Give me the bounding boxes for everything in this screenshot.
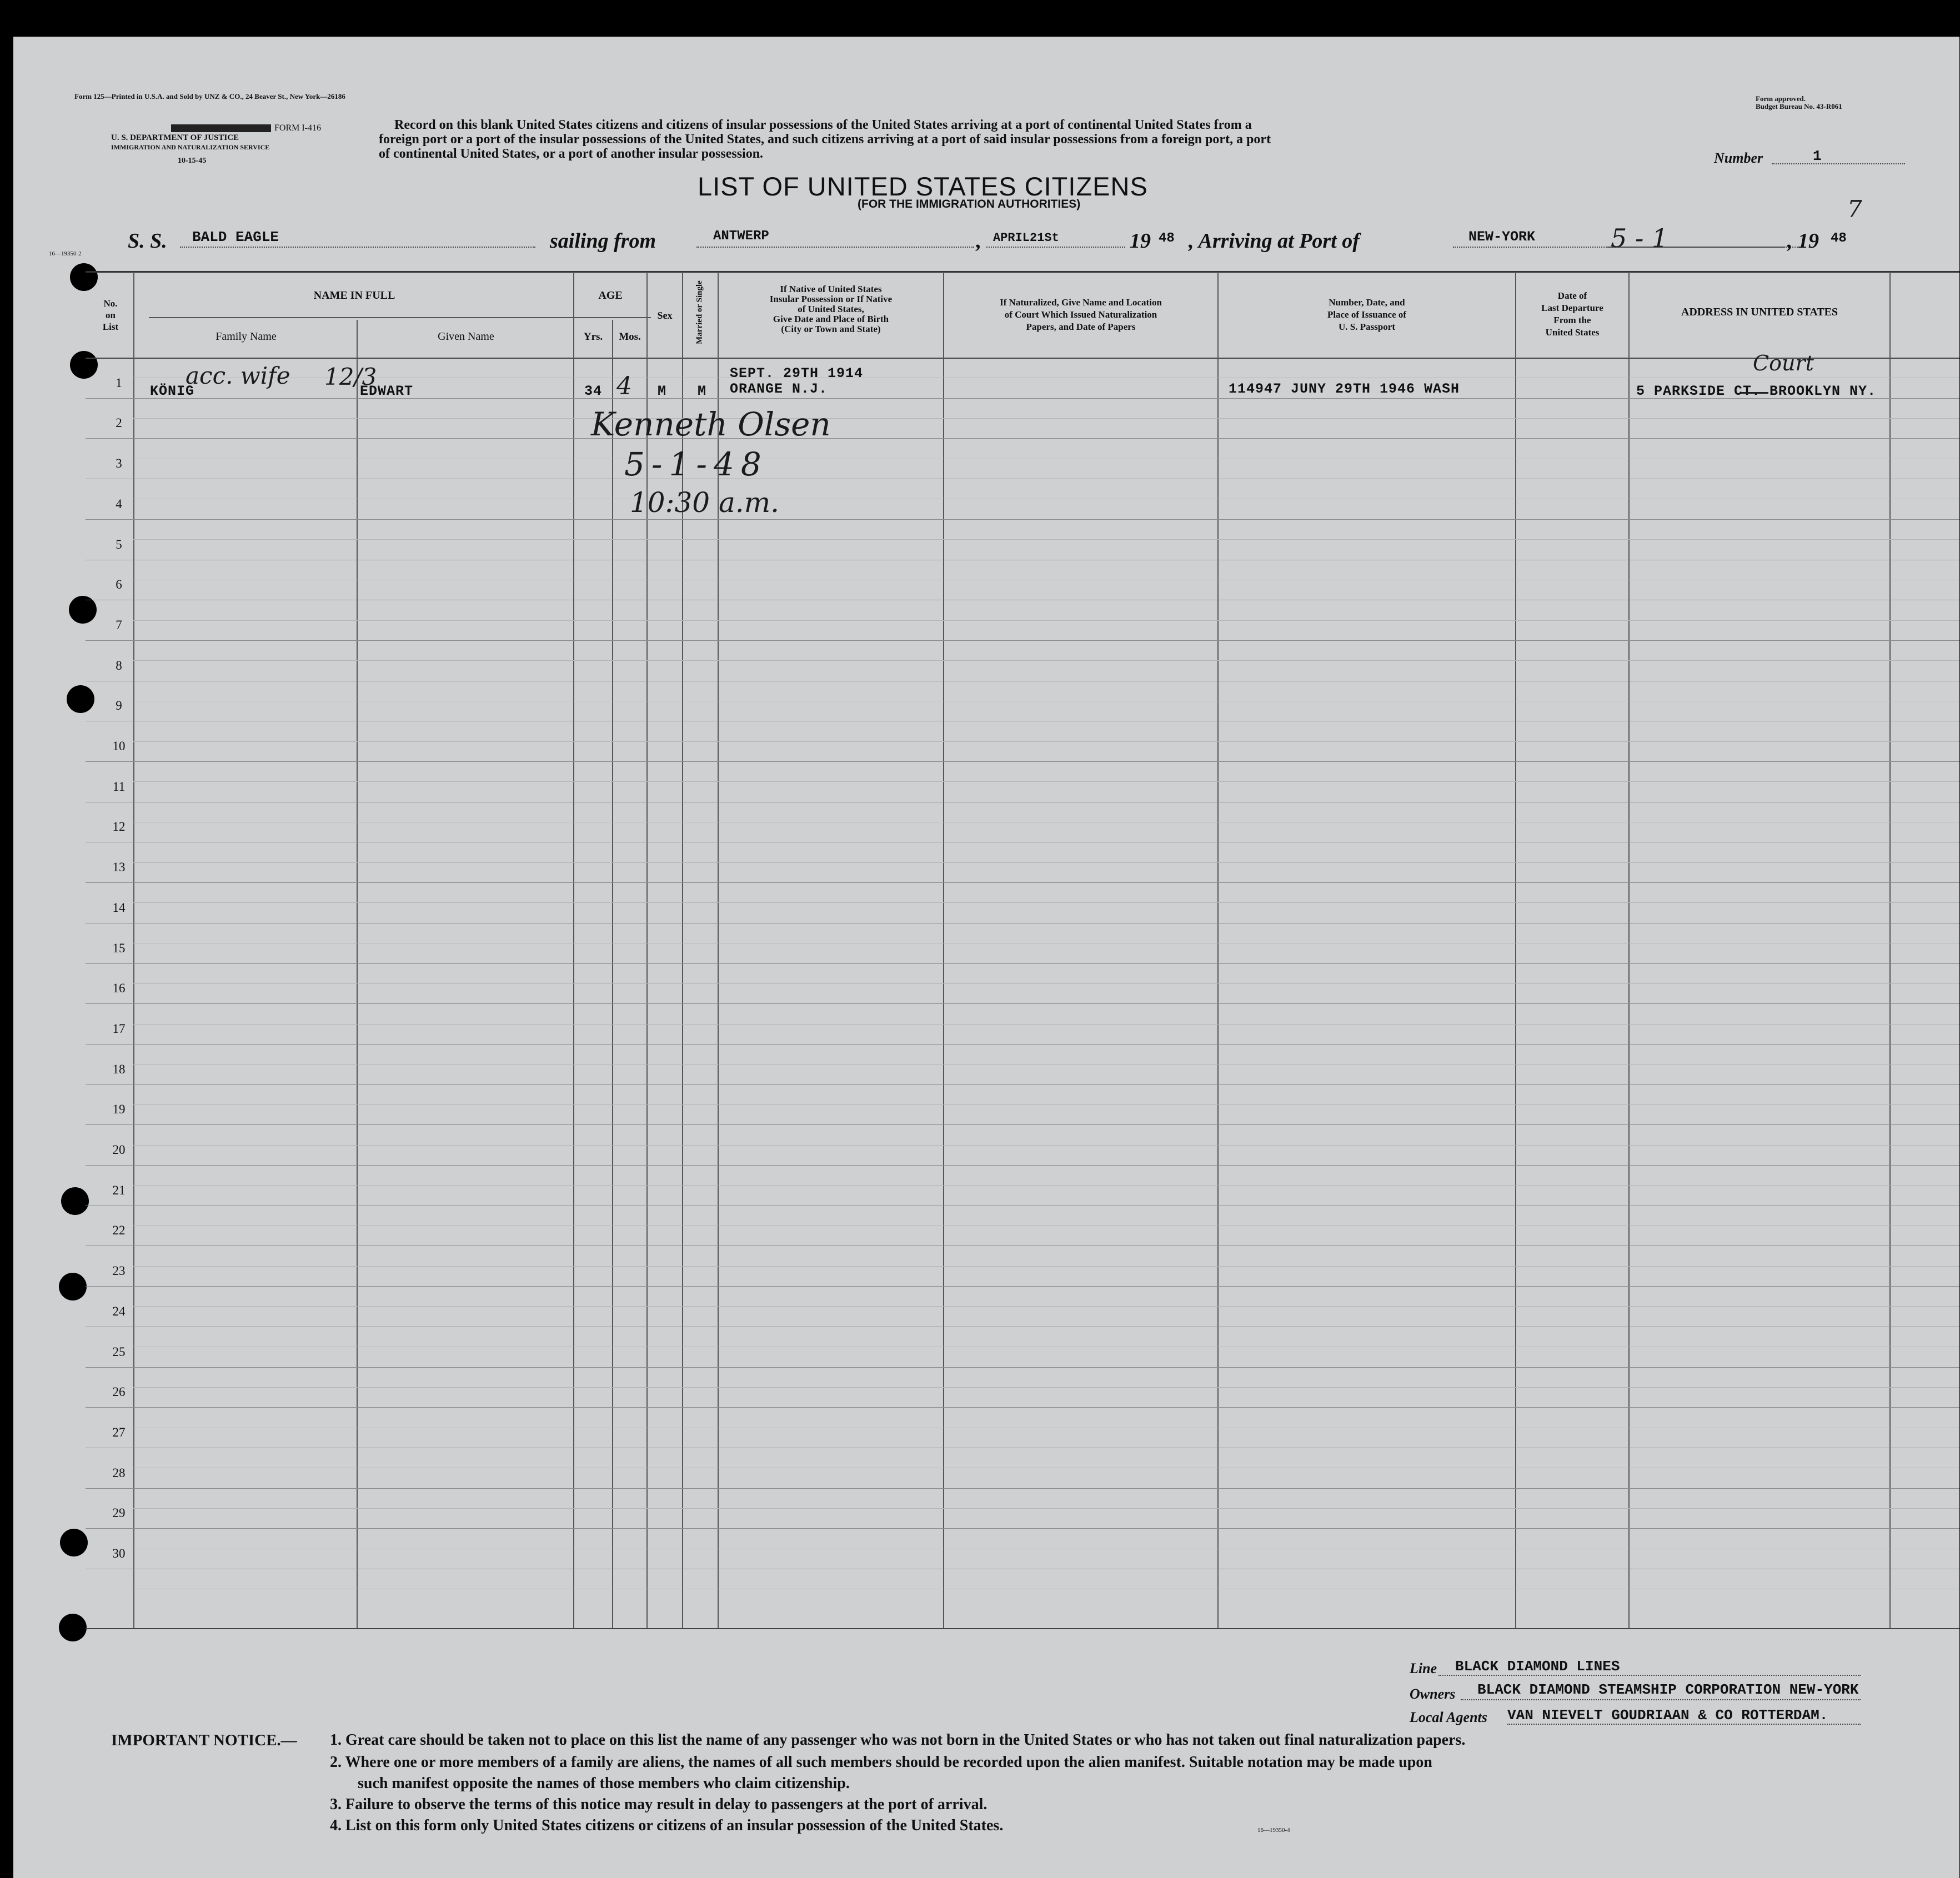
row-subrule bbox=[133, 1104, 1959, 1105]
row-rule bbox=[86, 1367, 1959, 1368]
notice-item-1: 1. Great care should be taken not to place on this list the name of any passenger who was not born in the United States or who has not taken out final naturalization papers. bbox=[330, 1731, 1466, 1749]
comma: , bbox=[975, 229, 981, 253]
col-header-last-departure-line: Date of bbox=[1557, 290, 1587, 301]
table-top-rule bbox=[86, 271, 1959, 273]
agents-label: Local Agents bbox=[1410, 1709, 1487, 1725]
row-number: 4 bbox=[116, 496, 122, 511]
col-header-passport bbox=[1219, 297, 1515, 333]
row-number: 2 bbox=[116, 416, 122, 430]
col-header-passport-line: U. S. Passport bbox=[1338, 322, 1395, 332]
inspection-time: 10:30 a.m. bbox=[630, 486, 779, 519]
row-number: 5 bbox=[116, 537, 122, 551]
row-number: 15 bbox=[112, 941, 126, 955]
owners-dots bbox=[1461, 1699, 1861, 1700]
row-number: 24 bbox=[112, 1304, 126, 1318]
col-header-passport-line: Number, Date, and bbox=[1329, 297, 1405, 308]
col-header-native-line: Give Date and Place of Birth bbox=[773, 314, 889, 324]
inspection-date: 5-1-48 bbox=[624, 445, 768, 483]
department-name: U. S. DEPARTMENT OF JUSTICE bbox=[111, 133, 239, 142]
row-subrule bbox=[133, 1024, 1959, 1025]
row-number: 10 bbox=[112, 739, 126, 753]
row-rule bbox=[86, 1165, 1959, 1166]
strike-through bbox=[1741, 392, 1768, 394]
col-divider bbox=[1515, 272, 1516, 1628]
row-number: 28 bbox=[112, 1465, 126, 1480]
row-subrule bbox=[133, 418, 1959, 419]
col-divider bbox=[1628, 272, 1630, 1628]
row-number: 16 bbox=[112, 981, 126, 996]
row-number: 9 bbox=[116, 699, 122, 713]
col-header-family-name: Family Name bbox=[215, 330, 277, 343]
owners-value: BLACK DIAMOND STEAMSHIP CORPORATION NEW-YORK bbox=[1477, 1681, 1859, 1698]
row-subrule bbox=[133, 983, 1959, 984]
col-header-given-name: Given Name bbox=[438, 330, 494, 343]
row-number: 17 bbox=[112, 1021, 126, 1036]
col-header-address: ADDRESS IN UNITED STATES bbox=[1681, 306, 1838, 318]
handwritten-fraction: 12/3 bbox=[324, 363, 377, 390]
page-subtitle: (FOR THE IMMIGRATION AUTHORITIES) bbox=[858, 198, 1081, 210]
form-date: 10-15-45 bbox=[178, 157, 207, 165]
col-header-last-departure bbox=[1516, 290, 1628, 339]
passenger-birth-place: ORANGE N.J. bbox=[730, 381, 828, 397]
row-number: 1 bbox=[116, 375, 122, 390]
passenger-birth-date: SEPT. 29TH 1914 bbox=[730, 365, 864, 381]
row-number: 18 bbox=[112, 1062, 126, 1076]
corner-mark: 7 bbox=[1847, 195, 1862, 223]
line-dots bbox=[1438, 1675, 1861, 1676]
instruction-line-2: foreign port or a port of the insular possessions of the United States, and such citizens arriving at a port of said insular possessions from a foreign port, a port bbox=[379, 132, 1271, 147]
handwritten-annotation: acc. wife bbox=[186, 362, 290, 389]
row-rule bbox=[86, 1286, 1959, 1287]
date-line bbox=[986, 247, 1125, 248]
col-header-naturalized bbox=[944, 297, 1217, 333]
col-header-name-in-full: NAME IN FULL bbox=[313, 289, 395, 302]
passenger-address: 5 PARKSIDE CT. BROOKLYN NY. bbox=[1636, 383, 1877, 399]
owners-label: Owners bbox=[1410, 1686, 1456, 1702]
col-header-age: AGE bbox=[598, 289, 623, 302]
arrival-year-prefix: , 19 bbox=[1787, 229, 1819, 253]
row-number: 12 bbox=[112, 820, 126, 834]
row-number: 7 bbox=[116, 617, 122, 632]
passenger-sex: M bbox=[658, 383, 667, 399]
header-rule bbox=[86, 358, 1959, 359]
age-subheader-rule bbox=[573, 317, 651, 318]
row-subrule bbox=[133, 862, 1959, 863]
col-header-last-departure-line: From the bbox=[1553, 315, 1591, 325]
col-header-no-line: on bbox=[106, 310, 116, 320]
page-title: LIST OF UNITED STATES CITIZENS bbox=[698, 172, 1148, 201]
row-number: 22 bbox=[112, 1223, 126, 1238]
row-subrule bbox=[133, 781, 1959, 782]
col-header-native-line: Insular Possession or If Native bbox=[769, 294, 893, 304]
number-label: Number bbox=[1714, 150, 1763, 166]
col-header-passport-line: Place of Issuance of bbox=[1327, 309, 1407, 320]
number-value: 1 bbox=[1813, 148, 1822, 164]
ship-line bbox=[180, 247, 535, 248]
row-rule bbox=[86, 1124, 1959, 1125]
arrival-date-line bbox=[1607, 247, 1785, 248]
arrival-year-prefix-text: 19 bbox=[1798, 229, 1819, 253]
col-header-last-departure-line: Last Departure bbox=[1541, 303, 1603, 313]
passenger-age-years: 34 bbox=[584, 383, 603, 399]
col-divider bbox=[1889, 272, 1891, 1628]
row-rule bbox=[86, 1488, 1959, 1489]
row-number: 27 bbox=[112, 1425, 126, 1439]
number-line bbox=[1772, 163, 1905, 164]
row-number: 11 bbox=[112, 779, 126, 794]
row-number: 21 bbox=[112, 1183, 126, 1197]
col-divider bbox=[943, 272, 944, 1628]
row-rule bbox=[86, 1003, 1959, 1004]
instruction-line-3: of continental United States, or a port of another insular possession. bbox=[379, 147, 764, 161]
notice-label: IMPORTANT NOTICE.— bbox=[111, 1731, 297, 1749]
row-number: 6 bbox=[116, 578, 122, 592]
row-subrule bbox=[133, 660, 1959, 661]
inspector-signature: Kenneth Olsen bbox=[591, 405, 831, 443]
col-header-married-single: Married or Single bbox=[695, 280, 704, 344]
row-number: 25 bbox=[112, 1344, 126, 1359]
approval-note: Form approved. bbox=[1756, 94, 1806, 103]
col-header-last-departure-line: United States bbox=[1545, 327, 1600, 338]
col-header-naturalized-line: of Court Which Issued Naturalization bbox=[1004, 309, 1157, 320]
arrival-date: 5 - 1 bbox=[1611, 223, 1668, 253]
row-subrule bbox=[133, 620, 1959, 621]
row-subrule bbox=[133, 1145, 1959, 1146]
depart-year: 48 bbox=[1159, 231, 1175, 246]
table-bottom-rule bbox=[86, 1628, 1959, 1629]
col-header-yrs: Yrs. bbox=[583, 331, 603, 343]
punch-hole bbox=[59, 1273, 87, 1300]
row-rule bbox=[86, 519, 1959, 520]
notice-item-3: 3. Failure to observe the terms of this notice may result in delay to passengers at the port of arrival. bbox=[330, 1796, 987, 1813]
printer-line: Form 125—Printed in U.S.A. and Sold by UNZ & CO., 24 Beaver St., New York—26186 bbox=[74, 92, 345, 101]
row-number: 8 bbox=[116, 658, 122, 672]
row-rule bbox=[86, 1407, 1959, 1408]
from-port: ANTWERP bbox=[713, 229, 769, 244]
row-rule bbox=[86, 438, 1959, 439]
manifest-sheet bbox=[13, 37, 1959, 1878]
line-value: BLACK DIAMOND LINES bbox=[1455, 1658, 1620, 1675]
form-code-bottom: 16—19350-4 bbox=[1257, 1827, 1290, 1834]
row-number: 20 bbox=[112, 1143, 126, 1157]
row-number: 3 bbox=[116, 456, 122, 471]
line-label: Line bbox=[1410, 1660, 1437, 1676]
row-subrule bbox=[133, 1185, 1959, 1186]
punch-hole bbox=[70, 263, 98, 291]
row-rule bbox=[86, 1528, 1959, 1529]
form-number: FORM I-416 bbox=[274, 123, 322, 133]
arrival-port: NEW-YORK bbox=[1468, 229, 1536, 245]
handwritten-months: 4 bbox=[616, 372, 632, 400]
form-code-side: 16—19350-2 bbox=[49, 250, 82, 257]
row-subrule bbox=[133, 1387, 1959, 1388]
from-line bbox=[696, 247, 974, 248]
punch-hole bbox=[61, 1187, 89, 1215]
col-header-no-line: List bbox=[102, 322, 119, 332]
handwritten-court: Court bbox=[1753, 351, 1814, 375]
passenger-marital-status: M bbox=[698, 383, 707, 399]
row-number: 30 bbox=[112, 1546, 126, 1560]
sailing-label: sailing from bbox=[550, 229, 656, 253]
row-number: 29 bbox=[112, 1506, 126, 1520]
arriving-label-text: Arriving at Port of bbox=[1198, 229, 1360, 253]
row-rule bbox=[86, 640, 1959, 641]
row-subrule bbox=[133, 741, 1959, 742]
punch-hole bbox=[70, 351, 98, 379]
budget-bureau-no: Budget Bureau No. 43-R061 bbox=[1756, 102, 1842, 111]
row-rule bbox=[86, 1084, 1959, 1085]
notice-item-4: 4. List on this form only United States citizens or citizens of an insular possession of the United States. bbox=[330, 1817, 1004, 1834]
notice-item-2: 2. Where one or more members of a family are aliens, the names of all such members should be recorded upon the alien manifest. Suitable notation may be made upon bbox=[330, 1754, 1432, 1771]
arrival-year: 48 bbox=[1831, 231, 1847, 246]
passenger-passport: 114947 JUNY 29TH 1946 WASH bbox=[1229, 381, 1460, 397]
punch-hole bbox=[67, 685, 94, 713]
row-subrule bbox=[133, 902, 1959, 903]
col-header-sex: Sex bbox=[657, 310, 673, 321]
col-divider bbox=[1217, 272, 1219, 1628]
row-subrule bbox=[133, 1306, 1959, 1307]
row-subrule bbox=[133, 539, 1959, 540]
row-number: 14 bbox=[112, 900, 126, 915]
col-divider bbox=[573, 272, 574, 1628]
col-header-native-line: (City or Town and State) bbox=[781, 324, 881, 334]
agents-value: VAN NIEVELT GOUDRIAAN & CO ROTTERDAM. bbox=[1507, 1707, 1828, 1724]
redacted-stamp bbox=[171, 124, 271, 132]
ship-name: BALD EAGLE bbox=[192, 229, 279, 245]
arriving-label: , Arriving at Port of bbox=[1189, 229, 1360, 253]
row-number: 26 bbox=[112, 1385, 126, 1399]
depart-date: APRIL21St bbox=[993, 231, 1059, 245]
row-rule bbox=[86, 761, 1959, 762]
service-name: IMMIGRATION AND NATURALIZATION SERVICE bbox=[111, 143, 270, 151]
row-number: 13 bbox=[112, 860, 126, 875]
row-rule bbox=[86, 963, 1959, 964]
col-header-naturalized-line: Papers, and Date of Papers bbox=[1026, 322, 1136, 332]
col-divider bbox=[612, 320, 613, 1628]
agents-dots bbox=[1507, 1724, 1861, 1725]
col-header-native bbox=[719, 284, 943, 334]
row-rule bbox=[86, 1044, 1959, 1045]
depart-year-prefix: 19 bbox=[1130, 229, 1151, 253]
row-rule bbox=[86, 882, 1959, 883]
col-header-no-line: No. bbox=[103, 298, 118, 309]
row-number: 19 bbox=[112, 1102, 126, 1117]
col-header-no bbox=[91, 298, 130, 333]
name-subheader-rule bbox=[149, 317, 587, 318]
col-divider bbox=[357, 320, 358, 1628]
col-header-naturalized-line: If Naturalized, Give Name and Location bbox=[1000, 297, 1162, 308]
notice-item-2-cont: such manifest opposite the names of those members who claim citizenship. bbox=[358, 1775, 850, 1792]
ss-label: S. S. bbox=[128, 229, 167, 253]
punch-hole bbox=[59, 1614, 87, 1641]
col-header-mos: Mos. bbox=[619, 331, 641, 343]
punch-hole bbox=[60, 1529, 88, 1556]
row-subrule bbox=[133, 1266, 1959, 1267]
instruction-line-1: Record on this blank United States citizens and citizens of insular possessions of the United States arriving at a port of continental United States from a bbox=[394, 118, 1252, 132]
col-header-native-line: If Native of United States bbox=[780, 284, 882, 294]
passenger-family-name: KÖNIG bbox=[150, 383, 195, 399]
row-subrule bbox=[133, 1508, 1959, 1509]
col-header-native-line: of United States, bbox=[798, 304, 864, 314]
row-number: 23 bbox=[112, 1264, 126, 1278]
passenger-given-name: EDWART bbox=[360, 383, 414, 399]
